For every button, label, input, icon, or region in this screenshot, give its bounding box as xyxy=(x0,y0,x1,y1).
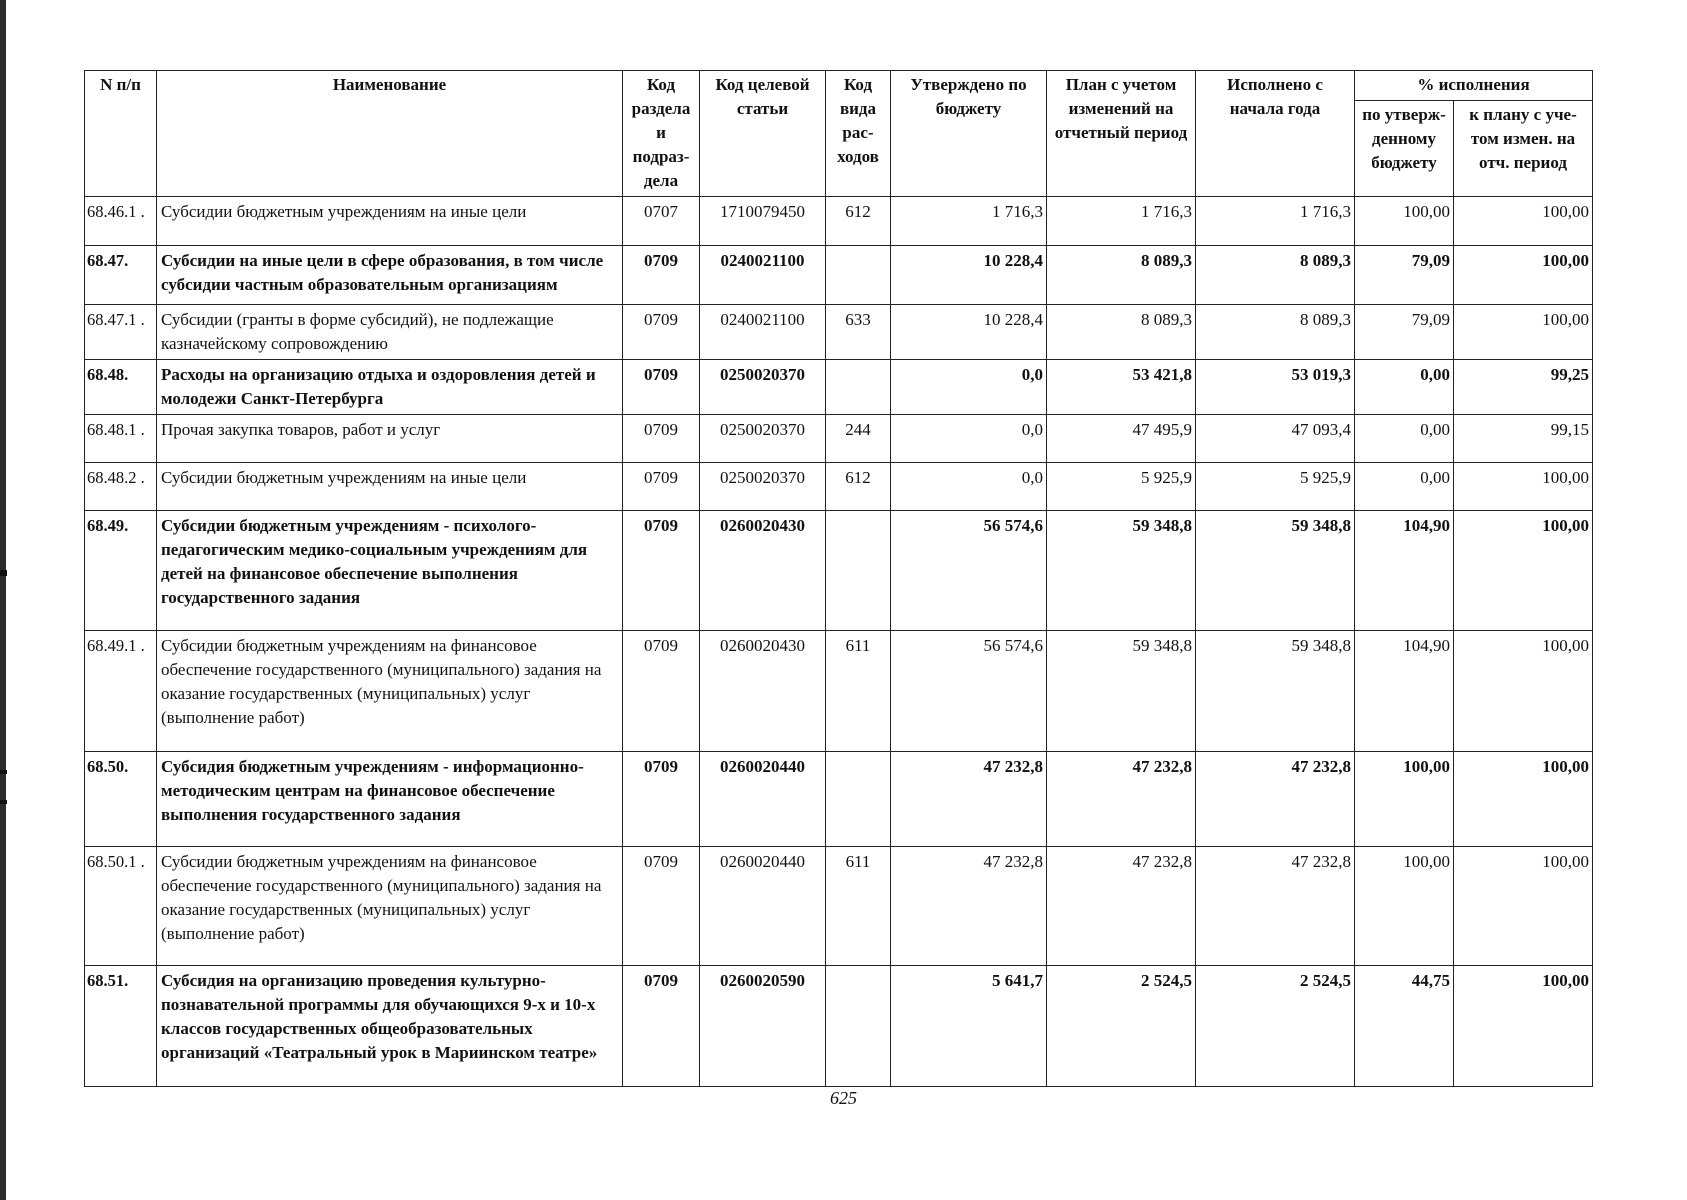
cell-executed: 1 716,3 xyxy=(1196,197,1355,246)
cell-target-code: 0240021100 xyxy=(700,246,826,305)
table-row xyxy=(85,305,1593,360)
cell-approved: 47 232,8 xyxy=(891,847,1047,966)
table-header xyxy=(85,71,1593,197)
cell-executed: 53 019,3 xyxy=(1196,360,1355,415)
scan-mark xyxy=(0,800,7,804)
budget-table xyxy=(84,70,1593,1087)
header-kind-code: Код вида рас- ходов xyxy=(826,71,891,197)
table-row xyxy=(85,631,1593,752)
cell-pct-approved: 104,90 xyxy=(1355,631,1454,752)
cell-approved: 0,0 xyxy=(891,463,1047,511)
cell-plan: 47 232,8 xyxy=(1047,847,1196,966)
cell-executed: 47 232,8 xyxy=(1196,847,1355,966)
cell-pct-approved: 79,09 xyxy=(1355,246,1454,305)
cell-approved: 10 228,4 xyxy=(891,246,1047,305)
cell-num: 68.48.1 . xyxy=(85,415,157,463)
header-name: Наименование xyxy=(157,71,623,197)
cell-section-code: 0707 xyxy=(623,197,700,246)
header-plan: План с учетом изменений на отчетный период xyxy=(1047,71,1196,197)
cell-plan: 59 348,8 xyxy=(1047,631,1196,752)
cell-num: 68.50. xyxy=(85,752,157,847)
cell-plan: 59 348,8 xyxy=(1047,511,1196,631)
page-number: 625 xyxy=(830,1088,857,1108)
cell-executed: 8 089,3 xyxy=(1196,305,1355,360)
cell-executed: 59 348,8 xyxy=(1196,631,1355,752)
header-executed: Исполнено с начала года xyxy=(1196,71,1355,197)
table-row xyxy=(85,752,1593,847)
header-target-code: Код целевой статьи xyxy=(700,71,826,197)
table-row xyxy=(85,246,1593,305)
cell-plan: 47 232,8 xyxy=(1047,752,1196,847)
cell-approved: 5 641,7 xyxy=(891,966,1047,1087)
cell-pct-plan: 100,00 xyxy=(1454,966,1593,1087)
cell-num: 68.50.1 . xyxy=(85,847,157,966)
cell-kind-code: 612 xyxy=(826,463,891,511)
cell-pct-plan: 100,00 xyxy=(1454,511,1593,631)
cell-name: Субсидии бюджетным учреждениям на иные цели xyxy=(157,463,623,511)
cell-plan: 5 925,9 xyxy=(1047,463,1196,511)
cell-pct-approved: 104,90 xyxy=(1355,511,1454,631)
cell-name: Субсидии бюджетным учреждениям на финансовое обеспечение государственного (муниципального) задания на оказание государственных (муниципальных) услуг (выполнение работ) xyxy=(157,631,623,752)
cell-pct-approved: 44,75 xyxy=(1355,966,1454,1087)
cell-pct-plan: 100,00 xyxy=(1454,631,1593,752)
cell-section-code: 0709 xyxy=(623,847,700,966)
cell-kind-code xyxy=(826,752,891,847)
cell-kind-code xyxy=(826,511,891,631)
cell-executed: 47 232,8 xyxy=(1196,752,1355,847)
cell-pct-approved: 0,00 xyxy=(1355,415,1454,463)
cell-target-code: 0260020440 xyxy=(700,847,826,966)
cell-kind-code: 612 xyxy=(826,197,891,246)
cell-plan: 2 524,5 xyxy=(1047,966,1196,1087)
cell-plan: 53 421,8 xyxy=(1047,360,1196,415)
scan-mark xyxy=(0,770,7,774)
cell-name: Субсидия бюджетным учреждениям - информационно-методическим центрам на финансовое обеспечение выполнения государственного задания xyxy=(157,752,623,847)
cell-plan: 47 495,9 xyxy=(1047,415,1196,463)
header-pct-plan: к плану с уче- том измен. на отч. период xyxy=(1454,101,1593,197)
cell-num: 68.47. xyxy=(85,246,157,305)
cell-section-code: 0709 xyxy=(623,752,700,847)
cell-target-code: 0260020440 xyxy=(700,752,826,847)
cell-name: Субсидии бюджетным учреждениям - психолого-педагогическим медико-социальным учреждениям для детей на финансовое обеспечение выполнения государственного задания xyxy=(157,511,623,631)
cell-num: 68.48. xyxy=(85,360,157,415)
cell-executed: 5 925,9 xyxy=(1196,463,1355,511)
header-pct-approved: по утверж- денному бюджету xyxy=(1355,101,1454,197)
table-row xyxy=(85,511,1593,631)
cell-num: 68.51. xyxy=(85,966,157,1087)
cell-pct-plan: 99,25 xyxy=(1454,360,1593,415)
cell-name: Расходы на организацию отдыха и оздоровления детей и молодежи Санкт-Петербурга xyxy=(157,360,623,415)
cell-executed: 59 348,8 xyxy=(1196,511,1355,631)
cell-kind-code xyxy=(826,966,891,1087)
cell-approved: 56 574,6 xyxy=(891,511,1047,631)
cell-executed: 2 524,5 xyxy=(1196,966,1355,1087)
cell-kind-code xyxy=(826,246,891,305)
scan-left-edge xyxy=(0,0,6,1200)
table-body xyxy=(85,197,1593,1087)
cell-name: Прочая закупка товаров, работ и услуг xyxy=(157,415,623,463)
header-percent: % исполнения xyxy=(1355,71,1593,101)
cell-pct-plan: 100,00 xyxy=(1454,305,1593,360)
table-row xyxy=(85,966,1593,1087)
cell-target-code: 0240021100 xyxy=(700,305,826,360)
cell-pct-approved: 0,00 xyxy=(1355,360,1454,415)
cell-target-code: 0260020430 xyxy=(700,511,826,631)
cell-pct-plan: 100,00 xyxy=(1454,463,1593,511)
header-approved: Утверждено по бюджету xyxy=(891,71,1047,197)
cell-name: Субсидии бюджетным учреждениям на иные цели xyxy=(157,197,623,246)
cell-approved: 47 232,8 xyxy=(891,752,1047,847)
cell-section-code: 0709 xyxy=(623,246,700,305)
cell-num: 68.46.1 . xyxy=(85,197,157,246)
cell-section-code: 0709 xyxy=(623,511,700,631)
table-row xyxy=(85,847,1593,966)
scan-mark xyxy=(0,570,7,576)
table-row xyxy=(85,415,1593,463)
cell-target-code: 0260020590 xyxy=(700,966,826,1087)
table-row xyxy=(85,360,1593,415)
cell-name: Субсидии (гранты в форме субсидий), не подлежащие казначейскому сопровождению xyxy=(157,305,623,360)
cell-kind-code: 611 xyxy=(826,847,891,966)
cell-section-code: 0709 xyxy=(623,415,700,463)
cell-executed: 8 089,3 xyxy=(1196,246,1355,305)
cell-pct-plan: 100,00 xyxy=(1454,246,1593,305)
cell-approved: 0,0 xyxy=(891,360,1047,415)
header-section-code: Код раздела и подраз- дела xyxy=(623,71,700,197)
table-row xyxy=(85,463,1593,511)
cell-section-code: 0709 xyxy=(623,631,700,752)
cell-num: 68.47.1 . xyxy=(85,305,157,360)
cell-plan: 8 089,3 xyxy=(1047,305,1196,360)
cell-section-code: 0709 xyxy=(623,305,700,360)
cell-pct-plan: 100,00 xyxy=(1454,847,1593,966)
cell-name: Субсидия на организацию проведения культурно-познавательной программы для обучающихся 9-х и 10-х классов государственных общеобразовательных организаций «Театральный урок в Мариинском театре» xyxy=(157,966,623,1087)
cell-num: 68.48.2 . xyxy=(85,463,157,511)
cell-pct-plan: 99,15 xyxy=(1454,415,1593,463)
cell-pct-approved: 100,00 xyxy=(1355,197,1454,246)
cell-kind-code: 633 xyxy=(826,305,891,360)
table-row xyxy=(85,197,1593,246)
cell-executed: 47 093,4 xyxy=(1196,415,1355,463)
cell-pct-approved: 100,00 xyxy=(1355,847,1454,966)
cell-pct-approved: 0,00 xyxy=(1355,463,1454,511)
cell-name: Субсидии на иные цели в сфере образования, в том числе субсидии частным образовательным организациям xyxy=(157,246,623,305)
cell-approved: 1 716,3 xyxy=(891,197,1047,246)
cell-section-code: 0709 xyxy=(623,966,700,1087)
cell-pct-plan: 100,00 xyxy=(1454,752,1593,847)
cell-pct-approved: 100,00 xyxy=(1355,752,1454,847)
cell-target-code: 0260020430 xyxy=(700,631,826,752)
cell-target-code: 0250020370 xyxy=(700,415,826,463)
cell-pct-approved: 79,09 xyxy=(1355,305,1454,360)
cell-name: Субсидии бюджетным учреждениям на финансовое обеспечение государственного (муниципального) задания на оказание государственных (муниципальных) услуг (выполнение работ) xyxy=(157,847,623,966)
cell-kind-code xyxy=(826,360,891,415)
cell-approved: 0,0 xyxy=(891,415,1047,463)
header-num: N п/п xyxy=(85,71,157,197)
cell-num: 68.49.1 . xyxy=(85,631,157,752)
cell-approved: 10 228,4 xyxy=(891,305,1047,360)
cell-target-code: 0250020370 xyxy=(700,360,826,415)
cell-pct-plan: 100,00 xyxy=(1454,197,1593,246)
cell-num: 68.49. xyxy=(85,511,157,631)
cell-approved: 56 574,6 xyxy=(891,631,1047,752)
cell-section-code: 0709 xyxy=(623,360,700,415)
cell-section-code: 0709 xyxy=(623,463,700,511)
cell-target-code: 1710079450 xyxy=(700,197,826,246)
cell-plan: 1 716,3 xyxy=(1047,197,1196,246)
cell-target-code: 0250020370 xyxy=(700,463,826,511)
cell-kind-code: 611 xyxy=(826,631,891,752)
cell-plan: 8 089,3 xyxy=(1047,246,1196,305)
cell-kind-code: 244 xyxy=(826,415,891,463)
